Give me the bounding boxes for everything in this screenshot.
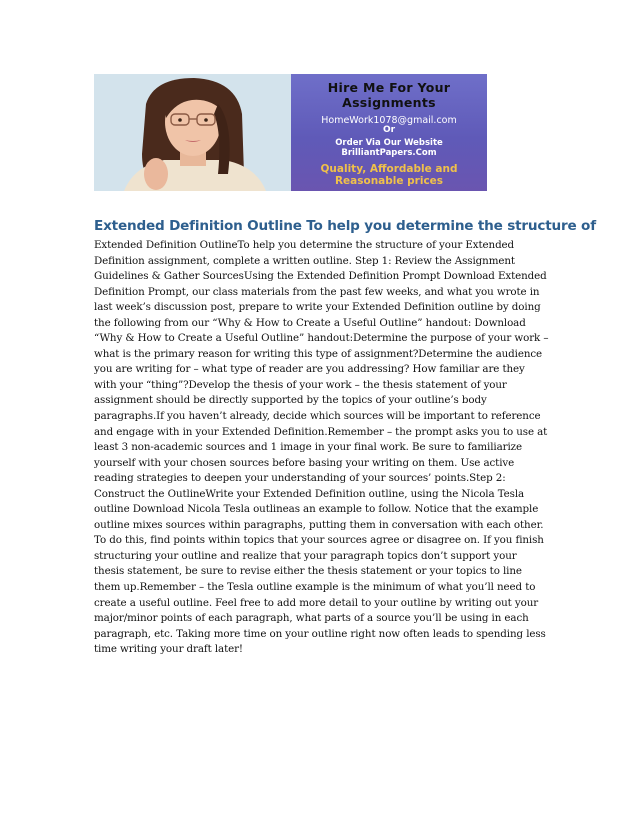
banner-website [335, 138, 443, 158]
banner-email: HomeWork1078@gmail.com [321, 115, 457, 126]
banner-promo-panel [291, 74, 487, 191]
hire-me-banner [94, 74, 487, 191]
document-body-text: Extended Definition OutlineTo help you determine the structure of your Extended Definition assignment, complete a written outline. Step 1: Review the Assignment Guidelines & Gather SourcesUsing the Extended Definition Prompt Download Extended Definition Prompt, our class materials from the past few weeks, and what you wrote in last week’s discussion post, prepare to write your Extended Definition outline by doing the following from our “Why & How to Create a Useful Outline” handout: Download “Why & How to Create a Useful Outline” handout:Determine the purpose of your work – what is the primary reason for writing this type of assignment?Determine the audience you are writing for – what type of reader are you addressing? How familiar are they with your “thing”?Develop the thesis of your work – the thesis statement of your assignment should be directly supported by the topics of your outline’s body paragraphs.If you haven’t already, decide which sources will be important to reference and engage with in your Extended Definition.Remember – the prompt asks you to use at least 3 non-academic sources and 1 image in your final work. Be sure to familiarize yourself with your chosen sources before basing your writing on them. Use active reading strategies to deepen your understanding of your sources’ points.Step 2: Construct the OutlineWrite your Extended Definition outline, using the Nicola Tesla outline Download Nicola Tesla outlineas an example to follow. Notice that the example outline mixes sources within paragraphs, putting them in conversation with each other. To do this, find points within topics that your sources agree or disagree on. If you finish structuring your outline and realize that your paragraph topics don’t support your thesis statement, be sure to revise either the thesis statement or your topics to line them up.Remember – the Tesla outline example is the minimum of what you’ll need to create a useful outline. Feel free to add more detail to your outline by writing out your major/minor points of each paragraph, what parts of a source you’ll be using in each paragraph, etc. Taking more time on your outline right now often leads to spending less time writing your draft later! [94, 239, 549, 656]
banner-headline-line-1: Hire Me For Your [327, 80, 451, 95]
banner-headline [328, 80, 451, 110]
banner-tagline-line-2: Reasonable prices [334, 175, 444, 187]
banner-tagline [321, 163, 458, 187]
banner-tagline-line-1: Quality, Affordable and [320, 163, 458, 175]
banner-website-line-2: BrilliantPapers.Com [341, 148, 437, 158]
woman-portrait-image [94, 74, 291, 191]
banner-or: Or [382, 125, 396, 135]
document-title: Extended Definition Outline To help you determine the structure of [94, 218, 596, 234]
banner-website-line-1: Order Via Our Website [335, 138, 443, 148]
banner-headline-line-2: Assignments [342, 95, 436, 110]
